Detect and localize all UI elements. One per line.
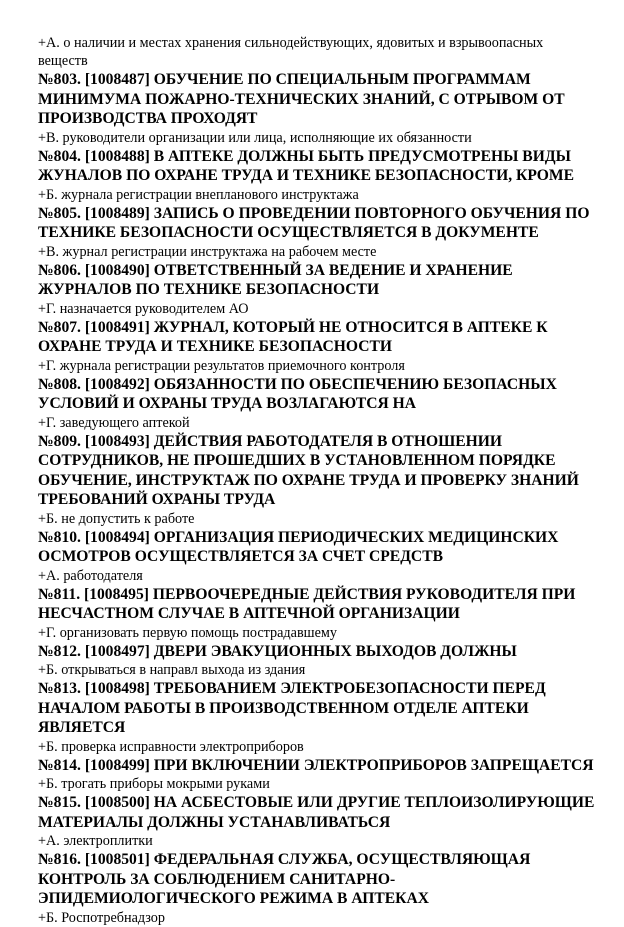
- answer-text: +Б. журнала регистрации внепланового инструктажа: [38, 186, 359, 203]
- question-text: №803. [1008487] ОБУЧЕНИЕ ПО СПЕЦИАЛЬНЫМ ПРОГРАММАМ МИНИМУМА ПОЖАРНО-ТЕХНИЧЕСКИХ ЗНАНИЙ, С ОТРЫВОМ ОТ ПРОИЗВОДСТВА ПРОХОДЯТ: [38, 71, 565, 127]
- answer-text: +В. журнал регистрации инструктажа на рабочем месте: [38, 243, 377, 260]
- answer-text: +А. о наличии и местах хранения сильнодействующих, ядовитых и взрывоопасных веществ: [38, 35, 544, 69]
- question-text: №805. [1008489] ЗАПИСЬ О ПРОВЕДЕНИИ ПОВТОРНОГО ОБУЧЕНИЯ ПО ТЕХНИКЕ БЕЗОПАСНОСТИ ОСУЩЕСТВЛЯЕТСЯ В ДОКУМЕНТЕ: [38, 204, 590, 241]
- document-page: [38, 34, 596, 927]
- answer-text: +Г. организовать первую помощь пострадавшему: [38, 624, 337, 641]
- answer-text: +Б. трогать приборы мокрыми руками: [38, 776, 270, 792]
- question-text: №804. [1008488] В АПТЕКЕ ДОЛЖНЫ БЫТЬ ПРЕДУСМОТРЕНЫ ВИДЫ ЖУНАЛОВ ПО ОХРАНЕ ТРУДА И ТЕХНИКЕ БЕЗОПАСНОСТИ, КРОМЕ: [38, 147, 575, 184]
- answer-text: +Б. открываться в направл выхода из здания: [38, 662, 306, 678]
- answer-text: +Г. журнала регистрации результатов приемочного контроля: [38, 357, 405, 374]
- question-text: №814. [1008499] ПРИ ВКЛЮЧЕНИИ ЭЛЕКТРОПРИБОРОВ ЗАПРЕЩАЕТСЯ: [38, 756, 594, 774]
- question-text: №813. [1008498] ТРЕБОВАНИЕМ ЭЛЕКТРОБЕЗОПАСНОСТИ ПЕРЕД НАЧАЛОМ РАБОТЫ В ПРОИЗВОДСТВЕННОМ ОТДЕЛЕ АПТЕКИ ЯВЛЯЕТСЯ: [38, 680, 546, 736]
- question-text: №815. [1008500] НА АСБЕСТОВЫЕ ИЛИ ДРУГИЕ ТЕПЛОИЗОЛИРУЮЩИЕ МАТЕРИАЛЫ ДОЛЖНЫ УСТАНАВЛИВАТЬСЯ: [38, 794, 595, 831]
- answer-text: +В. руководители организации или лица, исполняющие их обязанности: [38, 129, 472, 146]
- answer-text: +Б. проверка исправности электроприборов: [38, 738, 304, 755]
- answer-text: +А. работодателя: [38, 567, 143, 584]
- question-text: №811. [1008495] ПЕРВООЧЕРЕДНЫЕ ДЕЙСТВИЯ РУКОВОДИТЕЛЯ ПРИ НЕСЧАСТНОМ СЛУЧАЕ В АПТЕЧНОЙ ОРГАНИЗАЦИИ: [38, 585, 576, 622]
- answer-text: +А. электроплитки: [38, 833, 153, 849]
- question-text: №812. [1008497] ДВЕРИ ЭВАКУЦИОННЫХ ВЫХОДОВ ДОЛЖНЫ: [38, 642, 517, 660]
- answer-text: +Г. назначается руководителем АО: [38, 300, 249, 317]
- question-text: №806. [1008490] ОТВЕТСТВЕННЫЙ ЗА ВЕДЕНИЕ И ХРАНЕНИЕ ЖУРНАЛОВ ПО ТЕХНИКЕ БЕЗОПАСНОСТИ: [38, 261, 513, 298]
- question-text: №807. [1008491] ЖУРНАЛ, КОТОРЫЙ НЕ ОТНОСИТСЯ В АПТЕКЕ К ОХРАНЕ ТРУДА И ТЕХНИКЕ БЕЗОПАСНОСТИ: [38, 318, 548, 355]
- answer-text: +Г. заведующего аптекой: [38, 414, 190, 431]
- question-text: №808. [1008492] ОБЯЗАННОСТИ ПО ОБЕСПЕЧЕНИЮ БЕЗОПАСНЫХ УСЛОВИЙ И ОХРАНЫ ТРУДА ВОЗЛАГАЮТСЯ НА: [38, 375, 557, 412]
- answer-text: +Б. Роспотребнадзор: [38, 909, 165, 926]
- question-text: №809. [1008493] ДЕЙСТВИЯ РАБОТОДАТЕЛЯ В ОТНОШЕНИИ СОТРУДНИКОВ, НЕ ПРОШЕДШИХ В УСТАНОВЛЕННОМ ПОРЯДКЕ ОБУЧЕНИЕ, ИНСТРУКТАЖ ПО ОХРАНЕ ТРУДА И ПРОВЕРКУ ЗНАНИЙ ТРЕБОВАНИЙ ОХРАНЫ ТРУДА: [38, 432, 579, 508]
- answer-text: +Б. не допустить к работе: [38, 510, 195, 527]
- question-text: №810. [1008494] ОРГАНИЗАЦИЯ ПЕРИОДИЧЕСКИХ МЕДИЦИНСКИХ ОСМОТРОВ ОСУЩЕСТВЛЯЕТСЯ ЗА СЧЕТ СРЕДСТВ: [38, 528, 559, 565]
- question-text: №816. [1008501] ФЕДЕРАЛЬНАЯ СЛУЖБА, ОСУЩЕСТВЛЯЮЩАЯ КОНТРОЛЬ ЗА СОБЛЮДЕНИЕМ САНИТАРНО-ЭПИДЕМИОЛОГИЧЕСКОГО РЕЖИМА В АПТЕКАХ: [38, 851, 531, 907]
